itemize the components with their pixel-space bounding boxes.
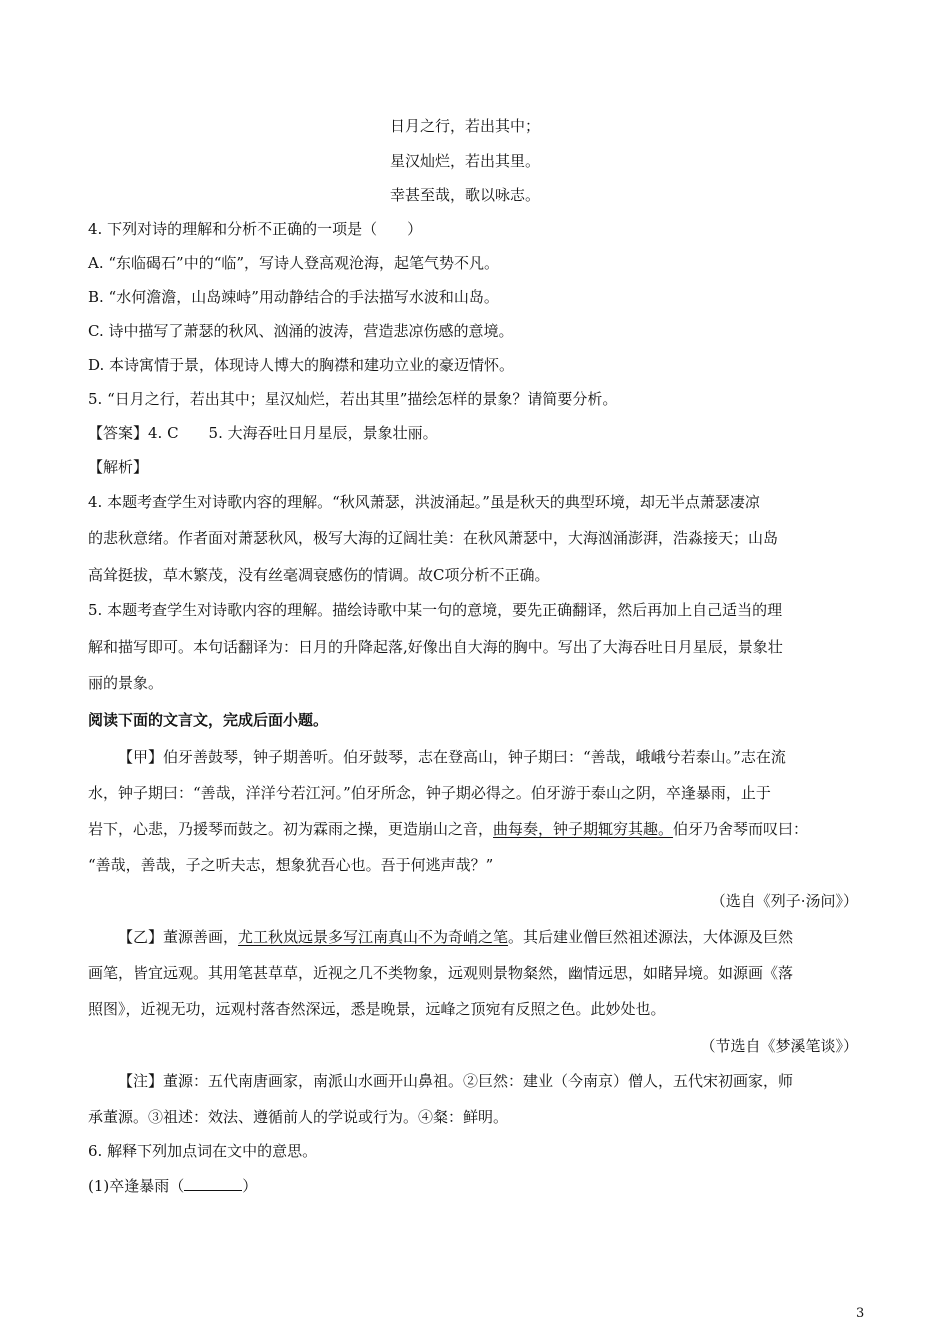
passage-yi-line-1	[118, 927, 868, 947]
analysis-5-line-3: 丽的景象。	[88, 674, 164, 692]
passage-yi-source: （节选自《梦溪笔谈》）	[700, 1037, 858, 1055]
reading-instruction: 阅读下面的文言文，完成后面小题。	[88, 711, 329, 729]
passage-jia-line-3	[88, 819, 868, 839]
analysis-5-line-2: 解和描写即可。本句话翻译为：日月的升降起落,好像出自大海的胸中。写出了大海吞吐日月星辰，景象壮	[88, 638, 783, 656]
notes-line-2: 承董源。③祖述：效法、遵循前人的学说或行为。④粲：鲜明。	[88, 1108, 509, 1126]
question-4-option-d: D. 本诗寓情于景，体现诗人博大的胸襟和建功立业的豪迈情怀。	[88, 356, 515, 374]
passage-jia-line-4: “善哉，善哉，子之听夫志，想象犹吾心也。吾于何逃声哉？”	[88, 856, 494, 874]
question-4-stem: 4. 下列对诗的理解和分析不正确的一项是（ ）	[88, 220, 423, 238]
analysis-title: 【解析】	[88, 458, 149, 476]
passage-jia-source: （选自《列子·汤问》）	[710, 892, 858, 910]
analysis-4-line-3: 高耸挺拔，草木繁茂，没有丝毫凋衰感伤的情调。故C项分析不正确。	[88, 566, 550, 584]
passage-jia-line-1: 【甲】伯牙善鼓琴，钟子期善听。伯牙鼓琴，志在登高山，钟子期曰：“善哉，峨峨兮若泰山。”志在流	[118, 748, 786, 766]
passage-jia-line-3-end: 伯牙乃舍琴而叹曰：	[673, 820, 809, 838]
analysis-4-line-1: 4. 本题考查学生对诗歌内容的理解。“秋风萧瑟，洪波涌起。”虽是秋天的典型环境，却无半点萧瑟凄凉	[88, 493, 760, 511]
question-6-item-1-close: ）	[242, 1177, 258, 1195]
passage-yi-line-3: 照图》，近视无功，远观村落杳然深远，悉是晚景，远峰之顶宛有反照之色。此妙处也。	[88, 1000, 666, 1018]
answer-blank[interactable]	[184, 1175, 242, 1191]
poem-line-3: 幸甚至哉，歌以咏志。	[390, 186, 541, 204]
poem-line-1: 日月之行，若出其中；	[390, 117, 541, 135]
question-5-stem: 5. “日月之行，若出其中；星汉灿烂，若出其里”描绘怎样的景象？请简要分析。	[88, 390, 618, 408]
answer-line: 【答案】4. C 5. 大海吞吐日月星辰，景象壮丽。	[88, 424, 438, 442]
page-number: 3	[856, 1306, 865, 1321]
passage-yi-line-1-end: 。其后建业僧巨然祖述源法，大体源及巨然	[508, 928, 794, 946]
poem-line-2: 星汉灿烂，若出其里。	[390, 152, 541, 170]
analysis-5-line-1: 5. 本题考查学生对诗歌内容的理解。描绘诗歌中某一句的意境，要先正确翻译，然后再加上自己适当的理	[88, 601, 783, 619]
question-6-item-1	[88, 1175, 868, 1196]
passage-jia-line-3-start: 岩下，心悲，乃援琴而鼓之。初为霖雨之操，更造崩山之音，	[88, 820, 494, 838]
passage-yi-line-1-start: 【乙】董源善画，	[118, 928, 239, 946]
question-4-option-c: C. 诗中描写了萧瑟的秋风、汹涌的波涛，营造悲凉伤感的意境。	[88, 322, 514, 340]
analysis-4-line-2: 的悲秋意绪。作者面对萧瑟秋风，极写大海的辽阔壮美：在秋风萧瑟中，大海汹涌澎湃，浩淼接天；山岛	[88, 529, 779, 547]
underlined-sentence-jia: 曲每奏，钟子期辄穷其趣。	[493, 820, 674, 838]
question-6-stem: 6. 解释下列加点词在文中的意思。	[88, 1142, 318, 1160]
passage-jia-line-2: 水，钟子期曰：“善哉，洋洋兮若江河。”伯牙所念，钟子期必得之。伯牙游于泰山之阴，卒逢暴雨，止于	[88, 784, 771, 802]
question-4-option-b: B. “水何澹澹，山岛竦峙”用动静结合的手法描写水波和山岛。	[88, 288, 499, 306]
notes-line-1: 【注】董源：五代南唐画家，南派山水画开山鼻祖。②巨然：建业（今南京）僧人，五代宋初画家，师	[118, 1072, 794, 1090]
underlined-sentence-yi: 尤工秋岚远景多写江南真山不为奇峭之笔	[238, 928, 509, 946]
passage-yi-line-2: 画笔，皆宜远观。其用笔甚草草，近视之几不类物象，远观则景物粲然，幽情远思，如睹异境。如源画《落	[88, 964, 794, 982]
question-6-item-1-text: (1)卒逢暴雨（	[88, 1177, 185, 1195]
question-4-option-a: A. “东临碣石”中的“临”，写诗人登高观沧海，起笔气势不凡。	[88, 254, 500, 272]
